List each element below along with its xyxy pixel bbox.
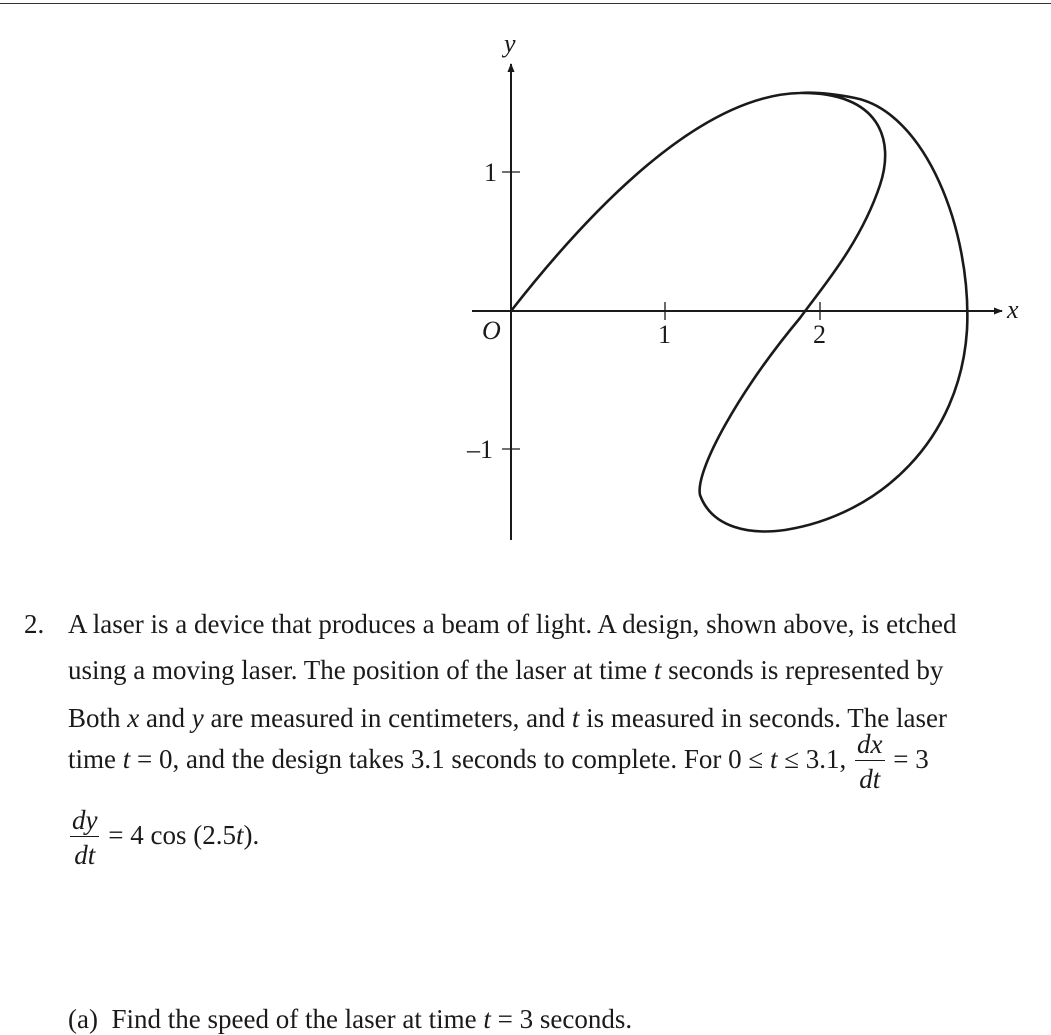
- problem-text: Both: [68, 703, 128, 733]
- y-tick-label-neg1: –1: [467, 435, 493, 464]
- design-curve: [511, 93, 967, 532]
- problem-line-2: [68, 654, 943, 686]
- part-a-label: (a): [68, 1004, 98, 1034]
- variable-t: t: [769, 744, 778, 775]
- problem-line-5: [68, 806, 259, 870]
- problem-text: ).: [243, 820, 260, 851]
- variable-t: t: [235, 820, 244, 851]
- fraction-numerator: dy: [72, 805, 98, 835]
- problem-text: ≤ 3.1,: [777, 744, 847, 775]
- x-axis-label: x: [1007, 295, 1019, 324]
- variable-y: y: [191, 703, 204, 733]
- y-axis-label: y: [504, 29, 516, 58]
- problem-text: is measured in seconds. The laser: [579, 703, 947, 733]
- fraction-denominator: dt: [859, 764, 881, 795]
- problem-text: = 0, and the design takes 3.1 seconds to complete. For 0 ≤: [130, 744, 770, 775]
- dy-dt-fraction: [70, 806, 99, 870]
- x-tick-label-2: 2: [813, 320, 826, 349]
- part-a-text: Find the speed of the laser at time: [111, 1004, 484, 1034]
- problem-number: 2.: [24, 609, 45, 639]
- problem-text: = 3: [886, 744, 929, 775]
- problem-text: using a moving laser. The position of the laser at time: [68, 655, 654, 685]
- problem-line-4: [68, 730, 929, 794]
- problem-text: seconds is represented by: [661, 655, 944, 685]
- origin-label: O: [482, 316, 501, 345]
- problem-text: and: [139, 703, 192, 733]
- problem-text: time: [68, 744, 123, 775]
- part-a-text: = 3 seconds.: [490, 1004, 633, 1034]
- part-a: [68, 1003, 632, 1035]
- variable-t: t: [483, 1004, 491, 1034]
- variable-x: x: [127, 703, 140, 733]
- problem-line-1: [68, 608, 957, 640]
- problem-text: = 4 cos (2.5: [101, 820, 236, 851]
- problem-text: A laser is a device that produces a beam of light. A design, shown above, is etched: [68, 609, 957, 639]
- fraction-numerator: dx: [857, 729, 883, 759]
- variable-t: t: [571, 703, 580, 733]
- variable-t: t: [122, 744, 131, 775]
- variable-t: t: [653, 655, 662, 685]
- x-tick-label-1: 1: [658, 320, 671, 349]
- problem-text: are measured in centimeters, and: [203, 703, 572, 733]
- dx-dt-fraction: [855, 730, 884, 794]
- fraction-denominator: dt: [74, 840, 96, 871]
- y-tick-label-1: 1: [484, 158, 497, 187]
